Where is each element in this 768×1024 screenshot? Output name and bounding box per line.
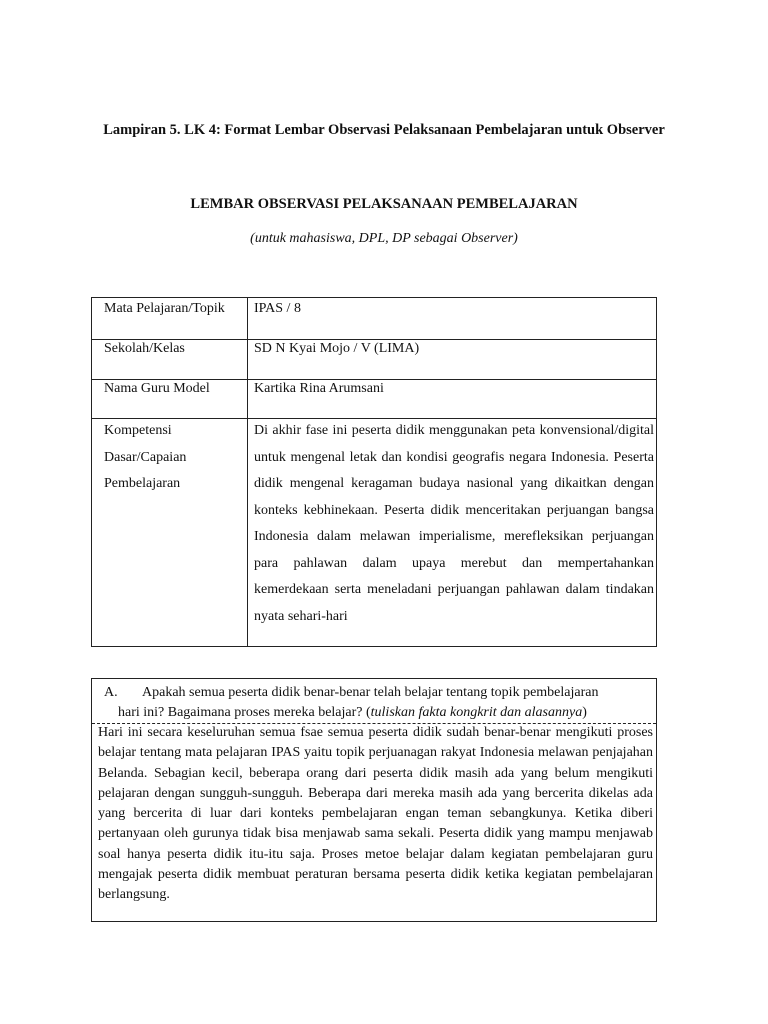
question-close-paren: ): [582, 705, 587, 720]
question-line-2: hari ini? Bagaimana proses mereka belajar? (: [118, 705, 371, 720]
question-letter: A.: [104, 685, 118, 700]
table-row-divider: [92, 379, 656, 380]
teacher-label: Nama Guru Model: [104, 381, 210, 396]
observation-answer: Hari ini secara keseluruhan semua fsae semua peserta didik sudah benar-benar mengikuti proses belajar tentang mata pelajaran IPAS yaitu topik perjuanagan rakyat Indonesia melawan penjajahan Belanda. Sebagian kecil, beberapa orang dari peserta didik masih ada yang belum mengikuti pelajaran dengan sungguh-sungguh. Beberapa dari mereka masih ada yang bercerita dikelas ada yang bercerita di luar dari konteks pembelajaran engan teman sebangkunya. Ketika diberi pertanyaan oleh gurunya tidak bisa menjawab sama sekali. Peserta didik yang mampu menjawab soal hanya peserta didik itu-itu saja. Proses metoe belajar dalam kegiatan pembelajaran guru mengajak peserta didik membuat peraturan bersama peserta didik ketika kegiatan pembelajaran berlangsung.: [98, 725, 653, 903]
school-value: SD N Kyai Mojo / V (LIMA): [254, 341, 420, 356]
competency-label: [104, 418, 244, 498]
table-column-divider: [247, 298, 248, 646]
competency-label-line: Pembelajaran: [104, 476, 181, 491]
observation-question: [104, 683, 644, 723]
observation-box: [91, 678, 657, 922]
school-label: Sekolah/Kelas: [104, 341, 185, 356]
info-table: [91, 297, 657, 647]
question-line-1: Apakah semua peserta didik benar-benar telah belajar tentang topik pembelajaran: [142, 685, 599, 700]
teacher-value: Kartika Rina Arumsani: [254, 381, 384, 396]
competency-label-line: Kompetensi: [104, 423, 172, 438]
competency-text: Di akhir fase ini peserta didik menggunakan peta konvensional/digital untuk mengenal letak dan kondisi geografis negara Indonesia. Peserta didik mengenal keragaman budaya nasional yang dikaitkan dengan konteks kebhinekaan. Peserta didik menceritakan perjuangan bangsa Indonesia dalam melawan imperialisme, merefleksikan perjuangan para pahlawan dalam upaya merebut dan mempertahankan kemerdekaan serta meneladani perjuangan pahlawan dalam tindakan nyata sehari-hari: [254, 423, 654, 624]
competency-label-line: Dasar/Capaian: [104, 449, 187, 465]
sheet-title: LEMBAR OBSERVASI PELAKSANAAN PEMBELAJARAN: [190, 196, 578, 212]
appendix-title: Lampiran 5. LK 4: Format Lembar Observasi Pelaksanaan Pembelajaran untuk Observer: [103, 122, 665, 138]
question-instruction: tuliskan fakta kongkrit dan alasannya: [370, 705, 583, 720]
sheet-subtitle: (untuk mahasiswa, DPL, DP sebagai Observer): [250, 231, 518, 246]
subject-value: IPAS / 8: [254, 301, 301, 316]
table-row-divider: [92, 339, 656, 340]
subject-label: Mata Pelajaran/Topik: [104, 301, 225, 316]
